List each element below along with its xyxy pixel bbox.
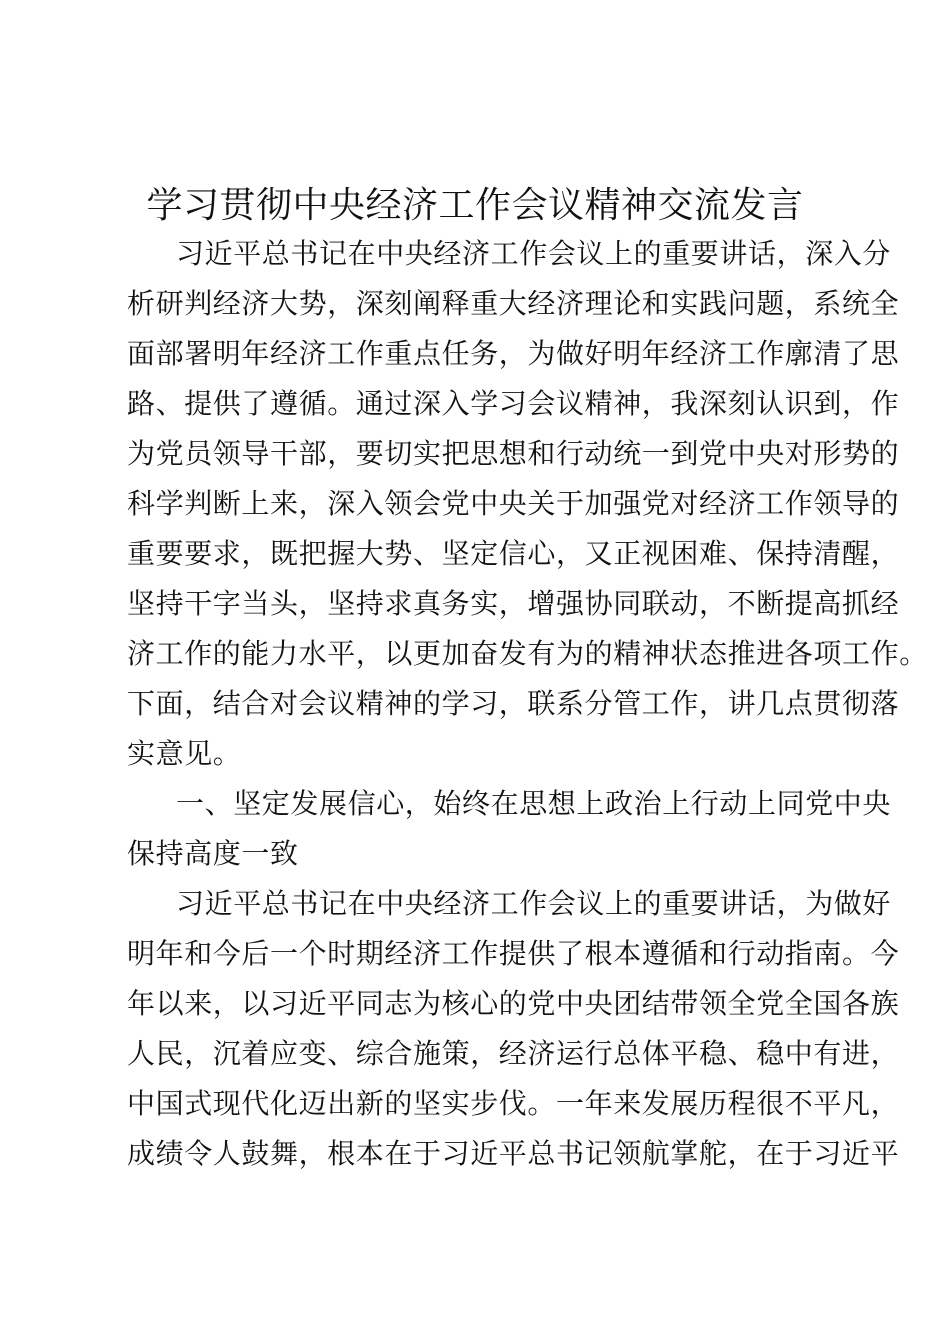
paragraph-line: 中国式现代化迈出新的坚实步伐。一年来发展历程很不平凡， — [127, 1087, 900, 1120]
paragraph-line: 重要要求，既把握大势、坚定信心，又正视困难、保持清醒， — [127, 537, 900, 570]
paragraph-line: 析研判经济大势，深刻阐释重大经济理论和实践问题，系统全 — [127, 287, 900, 320]
paragraph-line: 实意见。 — [127, 737, 242, 770]
paragraph-line: 习近平总书记在中央经济工作会议上的重要讲话，深入分 — [176, 237, 892, 270]
paragraph-line: 路、提供了遵循。通过深入学习会议精神，我深刻认识到，作 — [127, 387, 900, 420]
paragraph-line: 济工作的能力水平，以更加奋发有为的精神状态推进各项工作。 — [127, 637, 928, 670]
paragraph-line: 为党员领导干部，要切实把思想和行动统一到党中央对形势的 — [127, 437, 900, 470]
paragraph-line: 年以来，以习近平同志为核心的党中央团结带领全党全国各族 — [127, 987, 900, 1020]
paragraph-line: 明年和今后一个时期经济工作提供了根本遵循和行动指南。今 — [127, 937, 900, 970]
paragraph-line: 科学判断上来，深入领会党中央关于加强党对经济工作领导的 — [127, 487, 900, 520]
paragraph-line: 下面，结合对会议精神的学习，联系分管工作，讲几点贯彻落 — [127, 687, 900, 720]
paragraph-line: 人民，沉着应变、综合施策，经济运行总体平稳、稳中有进， — [127, 1037, 900, 1070]
paragraph-line: 面部署明年经济工作重点任务，为做好明年经济工作廓清了思 — [127, 337, 900, 370]
section-heading-line: 一、坚定发展信心，始终在思想上政治上行动上同党中央 — [176, 787, 892, 820]
document-title: 学习贯彻中央经济工作会议精神交流发言 — [146, 185, 804, 226]
paragraph-line: 成绩令人鼓舞，根本在于习近平总书记领航掌舵，在于习近平 — [127, 1137, 900, 1170]
paragraph-line: 坚持干字当头，坚持求真务实，增强协同联动，不断提高抓经 — [127, 587, 900, 620]
section-heading-line: 保持高度一致 — [127, 837, 299, 870]
paragraph-line: 习近平总书记在中央经济工作会议上的重要讲话，为做好 — [176, 887, 892, 920]
